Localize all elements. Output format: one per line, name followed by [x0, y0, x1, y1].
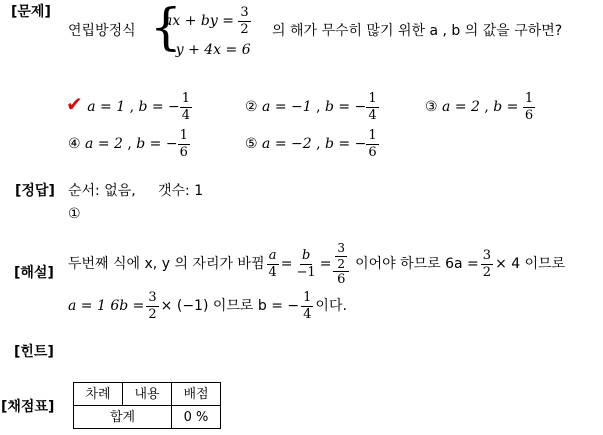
explanation-fraction-e-num: 1	[303, 290, 312, 305]
answer-count: 갯수: 1	[158, 183, 204, 199]
problem-question: 의 해가 무수히 많기 위한 a , b 의 값을 구하면?	[272, 23, 563, 39]
explanation-fraction-e-den: 4	[303, 306, 312, 322]
explanation-text-5: × (−1) 이므로 b = −	[160, 298, 300, 315]
score-table-label: [채점표]	[1, 399, 55, 415]
hint-label: [힌트]	[14, 344, 54, 360]
explanation-text-3: × 4 이므로	[495, 256, 566, 273]
choice-2-b: b = −	[325, 99, 367, 116]
explanation-fraction-c-den: 2	[482, 264, 492, 280]
explanation-text-1: 두번째 식에 x, y 의 자리가 바뀜	[68, 256, 265, 273]
explanation-text-2: 이어야 하므로 6a =	[355, 256, 479, 273]
problem-lead: 연립방정식	[68, 23, 136, 39]
explanation-fraction-b	[295, 249, 318, 279]
choice-1-a: a = 1	[87, 99, 126, 116]
choice-1[interactable]: ✔ a = 1 , b = − $\frac{1}{4}$	[66, 91, 191, 123]
choice-4-b: b = −	[136, 136, 178, 153]
check-mark-icon: ✔	[66, 92, 83, 117]
choice-2-a: a = −1	[262, 99, 312, 116]
explanation-label: [해설]	[14, 265, 54, 281]
explanation-fraction-a-num: a	[268, 248, 277, 264]
score-table	[73, 382, 221, 429]
choice-2-den: 4	[368, 107, 377, 123]
choice-5-den: 6	[368, 144, 377, 160]
choice-2-fraction	[366, 92, 378, 122]
choice-3-b: b =	[493, 99, 523, 116]
choice-2-num: 1	[368, 91, 377, 106]
choice-1-fraction	[180, 92, 192, 122]
equation-1-den: 2	[240, 21, 249, 37]
explanation-fraction-c	[481, 249, 493, 279]
explanation-text-4: a = 1 6b =	[68, 298, 145, 315]
explanation-text-6: 이다.	[315, 298, 347, 315]
explanation-complex-fraction	[333, 242, 349, 287]
choice-4-fraction	[178, 129, 190, 159]
choice-3[interactable]: ③ a = 2 , b = $\frac{1}{6}$	[425, 91, 534, 123]
choice-3-fraction	[523, 92, 535, 122]
explanation-fraction-c-num: 3	[482, 248, 492, 264]
choice-4-a: a = 2	[85, 136, 123, 153]
choice-5-a: a = −2	[262, 136, 312, 153]
equation-1-lhs: ax + by =	[164, 13, 239, 30]
score-total-label: 합계	[74, 406, 172, 429]
equation-2: −y + 4x = 6	[164, 42, 251, 58]
explanation-complex-numerator	[333, 242, 349, 272]
answer-value: ①	[68, 206, 81, 222]
explanation-line-2	[68, 291, 347, 321]
answer-label: [정답]	[15, 183, 55, 199]
choice-5-b: b = −	[325, 136, 367, 153]
choice-5-fraction	[366, 129, 378, 159]
choice-4-den: 6	[179, 144, 188, 160]
explanation-fraction-a	[267, 249, 279, 279]
choice-1-b: b = −	[138, 99, 180, 116]
equation-1	[164, 6, 251, 36]
explanation-complex-num-bot: 2	[337, 256, 346, 271]
explanation-fraction-e	[301, 291, 313, 321]
explanation-fraction-d-den: 2	[148, 306, 157, 322]
explanation-fraction-d	[146, 291, 158, 321]
choice-3-a: a = 2	[442, 99, 480, 116]
explanation-complex-num-top: 3	[337, 241, 346, 255]
choice-2[interactable]: ② a = −1 , b = − $\frac{1}{4}$	[245, 91, 377, 123]
explanation-fraction-d-num: 3	[148, 290, 157, 305]
problem-label: [문제]	[11, 4, 51, 20]
explanation-fraction-b-den: −1	[296, 264, 316, 280]
choice-5-num: 1	[368, 128, 377, 143]
choice-5[interactable]: ⑤ a = −2 , b = − $\frac{1}{6}$	[245, 128, 377, 160]
choice-4-num: 1	[179, 128, 188, 143]
choice-5-mark: ⑤	[245, 136, 258, 153]
choice-4[interactable]: ④ a = 2 , b = − $\frac{1}{6}$	[68, 128, 188, 160]
explanation-fraction-b-num: b	[301, 248, 311, 264]
score-header-content: 내용	[123, 383, 172, 406]
choice-3-num: 1	[524, 91, 534, 106]
choice-2-mark: ②	[245, 99, 258, 116]
choice-1-den: 4	[181, 107, 191, 123]
choice-3-den: 6	[524, 107, 534, 123]
score-header-order: 차례	[74, 383, 123, 406]
explanation-complex-den: 6	[337, 272, 346, 288]
answer-order: 순서: 없음,	[68, 183, 136, 199]
score-header-points: 배점	[172, 383, 221, 406]
system-brace: {	[150, 0, 182, 56]
score-total-value: 0 %	[172, 406, 221, 429]
equation-1-fraction	[238, 6, 250, 36]
explanation-fraction-a-den: 4	[268, 264, 277, 280]
choice-3-mark: ③	[425, 99, 438, 116]
equation-1-num: 3	[240, 5, 249, 20]
explanation-line-1: 두번째 식에 x, y 의 자리가 바뀜 $\frac{a}{4}$ = $\frac{b}{-1}$ = $\frac{\frac{3}{2}}{6}$ 이어야 하므로 6a = $\frac{3}{2}$ × 4 이므로	[68, 241, 566, 288]
choice-1-num: 1	[181, 91, 191, 106]
choice-4-mark: ④	[68, 136, 81, 153]
